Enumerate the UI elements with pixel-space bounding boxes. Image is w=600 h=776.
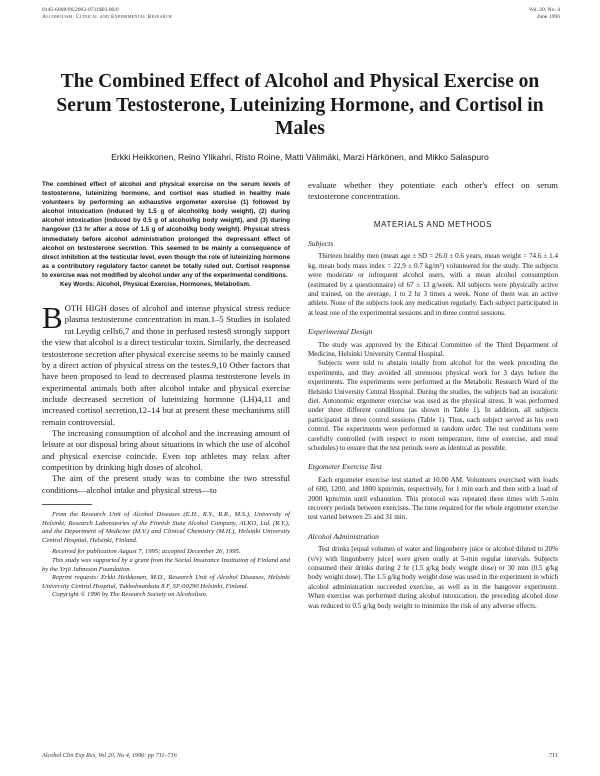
running-header-left — [42, 7, 172, 21]
intro-paragraph-1 — [42, 300, 290, 428]
intro-continuation: evaluate whether they potentiate each other's effect on serum testosterone concentration. — [308, 180, 558, 202]
header-volume: Vol. 20, No. 4 — [528, 7, 560, 13]
header-code: 0145-6008/96/2003-0711$03.00/0 — [42, 7, 119, 13]
footnote-rule — [42, 504, 92, 505]
footnote-reprints: Reprint requests: Erkki Heikkonen, M.D., Research Unit of Alcohol Diseases, Helsinki University Central Hospital, Tukholmankatu 8 F, SF-00290 Helsinki, Finland. — [42, 574, 290, 590]
subheading-alcohol-administration: Alcohol Administration — [308, 531, 379, 541]
footnote-support: This study was supported by a grant from the Social Insurance Institution of Finland and by the Yrjö Jahnsson Foundation. — [42, 556, 290, 573]
subheading-subjects: Subjects — [308, 239, 334, 249]
page-number: 711 — [548, 752, 558, 759]
design-paragraph-2: Subjects were told to abstain totally from alcohol for the week preceding the experiments, and they avoided all strenuous physical work for 3 days before the experiments. The experiments were performed at the Metabolic Research Ward of the Helsinki University Central Hospital. During the studies, the subjects had an isocaloric diet. Autonomic ergometer exercise was used as the physical stress. It was performed under three different conditions (as shown in Table 1). In addition, all subjects participated in three control sessions (Table 1). Thus, each subject served as his own control. The experiments were performed in random order. The test conditions were carefully controlled (with respect to room temperature, time of exercise, and meal schedules) to ensure that the test periods were as identical as possible. — [308, 359, 558, 453]
right-column — [308, 180, 558, 611]
header-journal: Alcoholism: Clinical and Experimental Research — [42, 14, 172, 20]
paper-title: The Combined Effect of Alcohol and Physical Exercise on Serum Testosterone, Luteinizing Hormone, and Cortisol in Males — [56, 71, 544, 139]
running-header-right — [529, 7, 560, 21]
drop-cap: B — [42, 300, 63, 336]
subjects-paragraph: Thirteen healthy men (mean age ± SD = 26.0 ± 0.6 years, mean weight = 74.6 ± 1.4 kg, mean body mass index = 22.9 ± 0.7 kg/m²) volunteered for the study. The subjects were moderate or infrequent alcohol users, with a mean alcohol consumption (estimated by a questionnaire) of 67 ± 13 g/week. All subjects were physically active and trained, on the average, 1 to 2 hr 3 times a week. None of them was an active athlete. None of the subjects took any medication regularly. Each subject participated in at least one of the experimental sessions and in three control sessions. — [308, 252, 558, 317]
keywords: Key Words: Alcohol, Physical Exercise, Hormones, Metabolism. — [60, 281, 251, 289]
abstract: The combined effect of alcohol and physical exercise on the serum levels of testosterone, luteinizing hormone, and cortisol was studied in healthy male volunteers by performing an exhaustive ergometer exercise (1) followed by alcohol intoxication (induced by 1.5 g of alcohol/kg body weight), (2) during alcohol intoxication (induced by 0.5 g of alcohol/kg body weight), and (3) during hangover (13 hr after a dose of 1.5 g of alcohol/kg body weight). Physical stress immediately before alcohol administration prolonged the depressant effect of alcohol on testosterone secretion. This seemed to be mainly a consequence of direct inhibition at the testicular level, even though the role of luteinizing hormone as a contributory regulatory factor cannot be totally ruled out. Cortisol response to exercise was not modified by alcohol under any of the experimental conditions. — [42, 181, 290, 279]
subheading-design: Experimental Design — [308, 327, 373, 337]
alcohol-administration-paragraph: Test drinks [equal volumes of water and lingonberry juice or alcohol diluted to 20% (v/v) with lingonberry juice] were given orally at 5-min regular intervals. Subjects consumed their drinks during 2 hr (1.5 g/kg body weight dose) or 30 min (0.5 g/kg body weight dose). The 1.5 g/kg body weight dose was used in the experiment in which alcohol administration succeeded exercise, as well as in the hangover experiment. When exercise was performed during alcohol intoxication, the preceding alcohol dose was reduced to 0.5 g/kg body weight to minimize the risk of any adverse effects. — [308, 545, 558, 610]
footnote-affiliation: From the Research Unit of Alcohol Diseases (E.H., R.Y., R.R., M.S.), University of Helsinki; Research Laboratories of the Finnish State Alcohol Company, ALKO, Ltd. (R.Y.); and the Department of Medicine (M.V.) and Clinical Chemistry (M.H.), Helsinki University Central Hospital, Helsinki, Finland. — [42, 510, 290, 544]
design-paragraph-1: The study was approved by the Ethical Committee of the Third Department of Medicine, Helsinki University Central Hospital. — [308, 340, 558, 358]
subheading-exercise-test: Ergometer Exercise Test — [308, 462, 382, 472]
footer-citation: Alcohol Clin Exp Res, Vol 20, No 4, 1996: pp 711–716 — [42, 752, 177, 759]
left-column — [42, 180, 290, 600]
section-heading-methods: MATERIALS AND METHODS — [373, 219, 493, 229]
intro-paragraph-1-text: OTH HIGH doses of alcohol and intense physical stress reduce plasma testosterone concentration in man.1–5 Studies in isolated rat Leydig cells6,7 and those in perfused testes8 strongly support the view that alcohol is a direct testicular toxin. Similarly, the decreased testosterone secretion after physical exercise seems to be mainly caused by a direct action of physical stress on the testes.9,10 Other factors that have been proposed to lead to decreased plasma testosterone levels in experimental animals both after alcohol intake and physical exercise include decreased secretion of luteinizing hormone (LH)4,11 and increased cortisol secretion,12–14 but at present these mechanisms still remain controversial. — [42, 303, 290, 427]
intro-paragraph-3: The aim of the present study was to combine the two stressful conditions—alcohol intake and physical stress—to — [42, 473, 290, 495]
exercise-test-paragraph: Each ergometer exercise test started at 10.00 AM. Volunteers exercised with loads of 600, 1200, and 1800 kpm/min, respectively, for 1 min each and then with a load of 2000 kpm/min until exhaustion. This protocol was repeated three times with 5-min recovery periods between exercises. The time required for the whole ergometer exercise test varied between 25 and 31 min. — [308, 475, 558, 522]
intro-paragraph-2: The increasing consumption of alcohol and the increasing amount of leisure at our disposal bring about situations in which the use of alcohol and physical exercise coincide. Even top athletes may relax after competition by drinking high doses of alcohol. — [42, 427, 290, 472]
footnote-copyright: Copyright © 1996 by The Research Society on Alcoholism. — [52, 591, 208, 599]
header-issue-date: June 1996 — [537, 14, 560, 20]
footnote-received: Received for publication August 7, 1995; accepted December 26, 1995. — [52, 548, 241, 556]
author-list: Erkki Heikkonen, Reino Ylikahri, Risto Roine, Matti Välimäki, Marzi Härkönen, and Mikko Salaspuro — [111, 152, 489, 162]
